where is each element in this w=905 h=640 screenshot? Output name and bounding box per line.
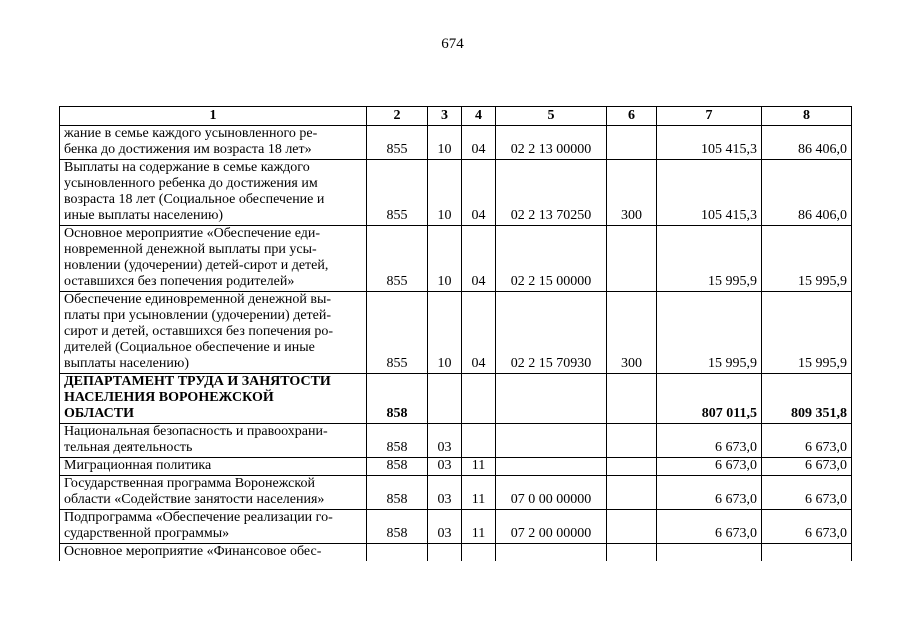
- item-name: жание в семье каждого усыновленного ре- бенка до достижения им возраста 18 лет»: [60, 126, 367, 160]
- admin-code: 858: [367, 424, 428, 458]
- section-code: 03: [428, 458, 462, 476]
- expense-type-code: 300: [607, 160, 657, 226]
- subsection-code: [462, 424, 496, 458]
- target-article-code: [496, 458, 607, 476]
- subsection-code: 11: [462, 476, 496, 510]
- header-cell: 8: [762, 107, 852, 126]
- amount-year-2: 6 673,0: [762, 424, 852, 458]
- table-row: [60, 424, 852, 458]
- header-cell: 6: [607, 107, 657, 126]
- table-body: [60, 126, 852, 562]
- amount-year-2: 6 673,0: [762, 510, 852, 544]
- expense-type-code: [607, 510, 657, 544]
- target-article-code: 02 2 13 70250: [496, 160, 607, 226]
- item-name: Обеспечение единовременной денежной вы- платы при усыновлении (удочерении) детей- сирот и детей, оставшихся без попечения ро- дителей (Социальное обеспечение и иные выплаты населению): [60, 292, 367, 374]
- table-row: [60, 458, 852, 476]
- section-code: 10: [428, 160, 462, 226]
- expense-type-code: 300: [607, 292, 657, 374]
- expense-type-code: [607, 226, 657, 292]
- expense-type-code: [607, 458, 657, 476]
- target-article-code: 07 2 00 00000: [496, 510, 607, 544]
- admin-code: [367, 544, 428, 562]
- amount-year-2: 6 673,0: [762, 476, 852, 510]
- expense-type-code: [607, 374, 657, 424]
- item-name: Выплаты на содержание в семье каждого усыновленного ребенка до достижения им возраста 18 лет (Социальное обеспечение и иные выплаты населению): [60, 160, 367, 226]
- subsection-code: 04: [462, 226, 496, 292]
- header-cell: 5: [496, 107, 607, 126]
- section-code: 10: [428, 126, 462, 160]
- target-article-code: [496, 374, 607, 424]
- item-name: Государственная программа Воронежской области «Содействие занятости населения»: [60, 476, 367, 510]
- amount-year-2: 86 406,0: [762, 126, 852, 160]
- admin-code: 858: [367, 476, 428, 510]
- section-code: 03: [428, 476, 462, 510]
- expense-type-code: [607, 424, 657, 458]
- item-name: Подпрограмма «Обеспечение реализации го- сударственной программы»: [60, 510, 367, 544]
- section-code: 10: [428, 226, 462, 292]
- subsection-code: [462, 544, 496, 562]
- header-cell: 1: [60, 107, 367, 126]
- amount-year-1: 15 995,9: [657, 292, 762, 374]
- header-cell: 7: [657, 107, 762, 126]
- amount-year-1: 105 415,3: [657, 126, 762, 160]
- target-article-code: [496, 424, 607, 458]
- header-cell: 2: [367, 107, 428, 126]
- subsection-code: 04: [462, 126, 496, 160]
- header-cell: 4: [462, 107, 496, 126]
- table-row: [60, 292, 852, 374]
- section-code: [428, 544, 462, 562]
- expense-type-code: [607, 544, 657, 562]
- section-code: 03: [428, 510, 462, 544]
- admin-code: 855: [367, 160, 428, 226]
- subsection-code: 04: [462, 292, 496, 374]
- target-article-code: 02 2 13 00000: [496, 126, 607, 160]
- admin-code: 858: [367, 374, 428, 424]
- subsection-code: 11: [462, 458, 496, 476]
- section-code: 10: [428, 292, 462, 374]
- table-row: [60, 126, 852, 160]
- item-name: ДЕПАРТАМЕНТ ТРУДА И ЗАНЯТОСТИ НАСЕЛЕНИЯ ВОРОНЕЖСКОЙ ОБЛАСТИ: [60, 374, 367, 424]
- expense-type-code: [607, 476, 657, 510]
- amount-year-1: 105 415,3: [657, 160, 762, 226]
- amount-year-1: 6 673,0: [657, 424, 762, 458]
- amount-year-2: 86 406,0: [762, 160, 852, 226]
- section-code: [428, 374, 462, 424]
- table-row: [60, 226, 852, 292]
- amount-year-2: 6 673,0: [762, 458, 852, 476]
- amount-year-1: [657, 544, 762, 562]
- admin-code: 855: [367, 226, 428, 292]
- expense-type-code: [607, 126, 657, 160]
- target-article-code: 02 2 15 00000: [496, 226, 607, 292]
- admin-code: 858: [367, 458, 428, 476]
- amount-year-1: 6 673,0: [657, 458, 762, 476]
- table-row: [60, 160, 852, 226]
- target-article-code: 02 2 15 70930: [496, 292, 607, 374]
- amount-year-1: 15 995,9: [657, 226, 762, 292]
- amount-year-2: 809 351,8: [762, 374, 852, 424]
- subsection-code: [462, 374, 496, 424]
- header-cell: 3: [428, 107, 462, 126]
- page-number: 674: [441, 36, 464, 52]
- target-article-code: 07 0 00 00000: [496, 476, 607, 510]
- item-name: Основное мероприятие «Обеспечение еди- новременной денежной выплаты при усы- новлении (удочерении) детей-сирот и детей, оставшихся без попечения родителей»: [60, 226, 367, 292]
- item-name: Миграционная политика: [60, 458, 367, 476]
- subsection-code: 11: [462, 510, 496, 544]
- table-row: [60, 510, 852, 544]
- budget-table: [59, 106, 852, 561]
- amount-year-1: 6 673,0: [657, 476, 762, 510]
- admin-code: 855: [367, 292, 428, 374]
- header-row: [60, 107, 852, 126]
- item-name: Основное мероприятие «Финансовое обес-: [60, 544, 367, 562]
- section-code: 03: [428, 424, 462, 458]
- subsection-code: 04: [462, 160, 496, 226]
- amount-year-1: 6 673,0: [657, 510, 762, 544]
- table-row: [60, 544, 852, 562]
- amount-year-1: 807 011,5: [657, 374, 762, 424]
- admin-code: 858: [367, 510, 428, 544]
- target-article-code: [496, 544, 607, 562]
- table-row: [60, 374, 852, 424]
- amount-year-2: 15 995,9: [762, 226, 852, 292]
- amount-year-2: [762, 544, 852, 562]
- table-row: [60, 476, 852, 510]
- amount-year-2: 15 995,9: [762, 292, 852, 374]
- admin-code: 855: [367, 126, 428, 160]
- item-name: Национальная безопасность и правоохрани- тельная деятельность: [60, 424, 367, 458]
